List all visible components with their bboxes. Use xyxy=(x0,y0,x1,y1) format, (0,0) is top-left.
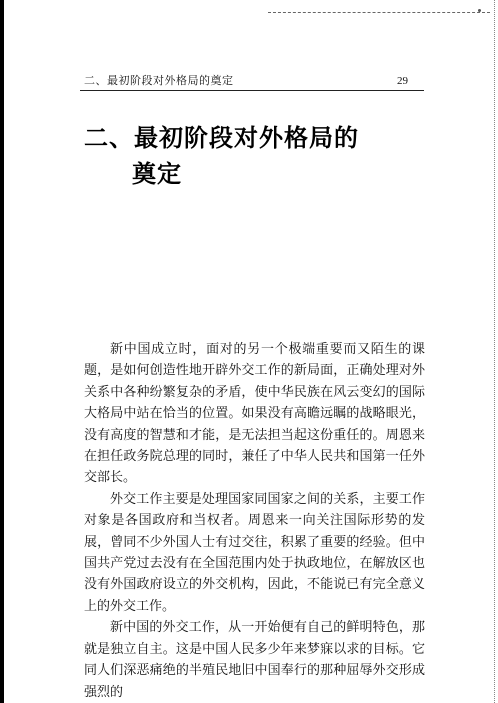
section-title-line-2: 奠定 xyxy=(132,160,182,188)
section-title xyxy=(84,120,404,192)
section-title-line-1: 二、最初阶段对外格局的 xyxy=(84,124,359,152)
page-number: 29 xyxy=(397,75,408,87)
page-right-edge xyxy=(494,0,498,703)
scan-dot-mark xyxy=(478,9,481,12)
running-title: 二、最初阶段对外格局的奠定 xyxy=(84,74,234,87)
body-text xyxy=(84,339,425,703)
page-left-edge xyxy=(0,0,4,703)
scan-dash-line xyxy=(268,12,490,13)
paragraph-2: 外交工作主要是处理国家同国家之间的关系，主要工作对象是各国政府和当权者。周恩来一向关注国际形势的发展，曾同不少外国人士有过交往，积累了重要的经验。但中国共产党过去没有在全国范围内处于执政地位，在解放区也没有外国政府设立的外交机构，因此，不能说已有完全意义上的外交工作。 xyxy=(84,491,425,614)
paragraph-1: 新中国成立时，面对的另一个极端重要而又陌生的课题，是如何创造性地开辟外交工作的新局面，正确处理对外关系中各种纷繁复杂的矛盾，使中华民族在风云变幻的国际大格局中站在恰当的位置。如果没有高瞻远瞩的战略眼光，没有高度的智慧和才能，是无法担当起这份重任的。周恩来在担任政务院总理的同时，兼任了中华人民共和国第一任外交部长。 xyxy=(84,342,425,486)
running-header xyxy=(80,72,424,91)
paragraph-3: 新中国的外交工作，从一开始便有自己的鲜明特色，那就是独立自主。这是中国人民多少年来梦寐以求的目标。它同人们深恶痛绝的半殖民地旧中国奉行的那种屈辱外交形成强烈的 xyxy=(84,620,425,700)
